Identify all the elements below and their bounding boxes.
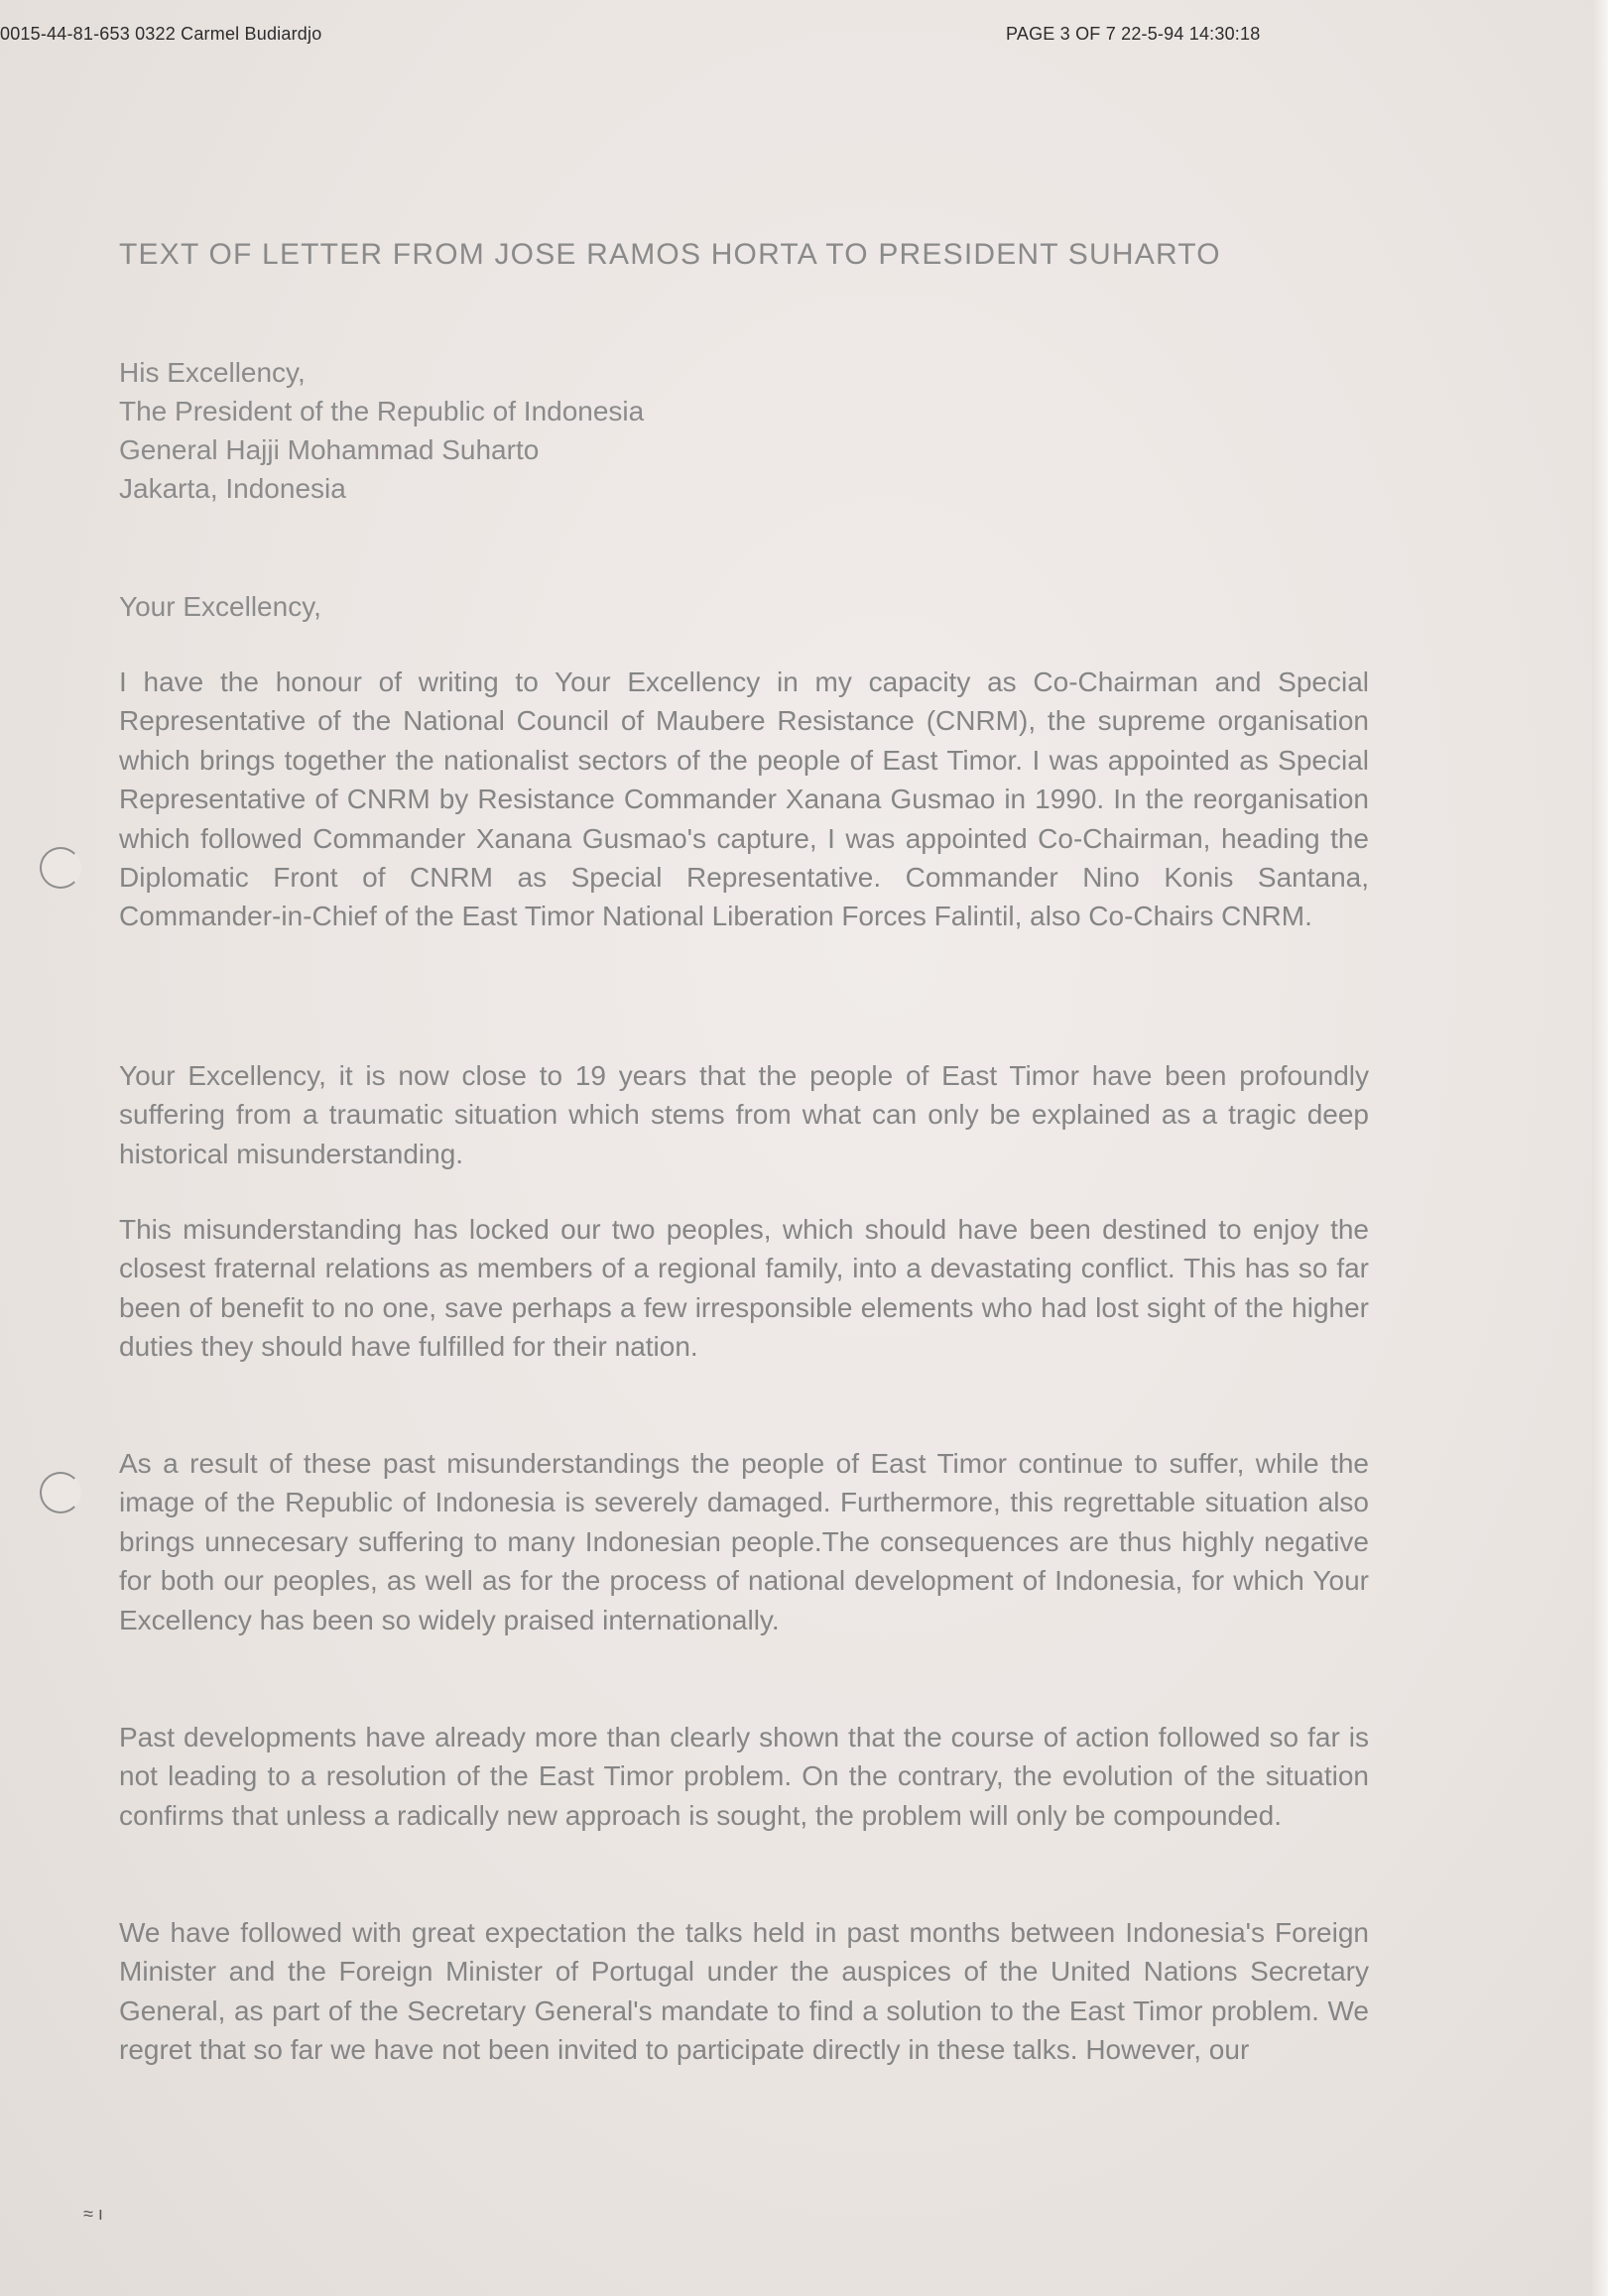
fax-header-page-info: PAGE 3 OF 7 22-5-94 14:30:18 bbox=[1006, 24, 1261, 44]
letter-paragraph: As a result of these past misunderstandings the people of East Timor continue to suffer, while the image of the Republic of Indonesia is severely damaged. Furthermore, this regrettable situation also brings unnecesary suffering to many Indonesian people.The consequences are thus highly negative for both our peoples, as well as for the process of national development of Indonesia, for which Your Excellency has been so widely praised internationally. bbox=[119, 1448, 1369, 1635]
address-line: His Excellency, bbox=[119, 357, 306, 388]
fax-header-sender: 0015-44-81-653 0322 Carmel Budiardjo bbox=[0, 24, 322, 44]
letter-paragraph: Past developments have already more than clearly shown that the course of action followed so far is not leading to a resolution of the East Timor problem. On the contrary, the evolution of the situation confirms that unless a radically new approach is sought, the problem will only be compounded. bbox=[119, 1722, 1369, 1831]
letter-paragraph: This misunderstanding has locked our two peoples, which should have been destined to enjoy the closest fraternal relations as members of a regional family, into a devastating conflict. This has so far been of benefit to no one, save perhaps a few irresponsible elements who had lost sight of the higher duties they should have fulfilled for their nation. bbox=[119, 1214, 1369, 1363]
address-line: The President of the Republic of Indonesia bbox=[119, 396, 645, 426]
punch-hole-icon bbox=[40, 1472, 81, 1513]
salutation: Your Excellency, bbox=[119, 591, 321, 622]
letter-paragraph: Your Excellency, it is now close to 19 years that the people of East Timor have been profoundly suffering from a traumatic situation which stems from what can only be explained as a tragic deep historical misunderstanding. bbox=[119, 1060, 1369, 1169]
page-edge bbox=[1592, 0, 1608, 2296]
letter-title: TEXT OF LETTER FROM JOSE RAMOS HORTA TO PRESIDENT SUHARTO bbox=[119, 238, 1221, 271]
footer-mark: ≈ ı bbox=[83, 2204, 103, 2224]
letter-paragraph: I have the honour of writing to Your Excellency in my capacity as Co-Chairman and Special Representative of the National Council of Maubere Resistance (CNRM), the supreme organisation which brings together the nationalist sectors of the people of East Timor. I was appointed as Special Representative of CNRM by Resistance Commander Xanana Gusmao in 1990. In the reorganisation which followed Commander Xanana Gusmao's capture, I was appointed Co-Chairman, heading the Diplomatic Front of CNRM as Special Representative. Commander Nino Konis Santana, Commander-in-Chief of the East Timor National Liberation Forces Falintil, also Co-Chairs CNRM. bbox=[119, 666, 1369, 932]
address-line: General Hajji Mohammad Suharto bbox=[119, 434, 540, 465]
letter-paragraph: We have followed with great expectation the talks held in past months between Indonesia's Foreign Minister and the Foreign Minister of Portugal under the auspices of the United Nations Secretary General, as part of the Secretary General's mandate to find a solution to the East Timor problem. We regret that so far we have not been invited to participate directly in these talks. However, our bbox=[119, 1917, 1369, 2066]
punch-hole-icon bbox=[40, 847, 81, 889]
address-line: Jakarta, Indonesia bbox=[119, 473, 346, 504]
recipient-address bbox=[119, 353, 644, 508]
